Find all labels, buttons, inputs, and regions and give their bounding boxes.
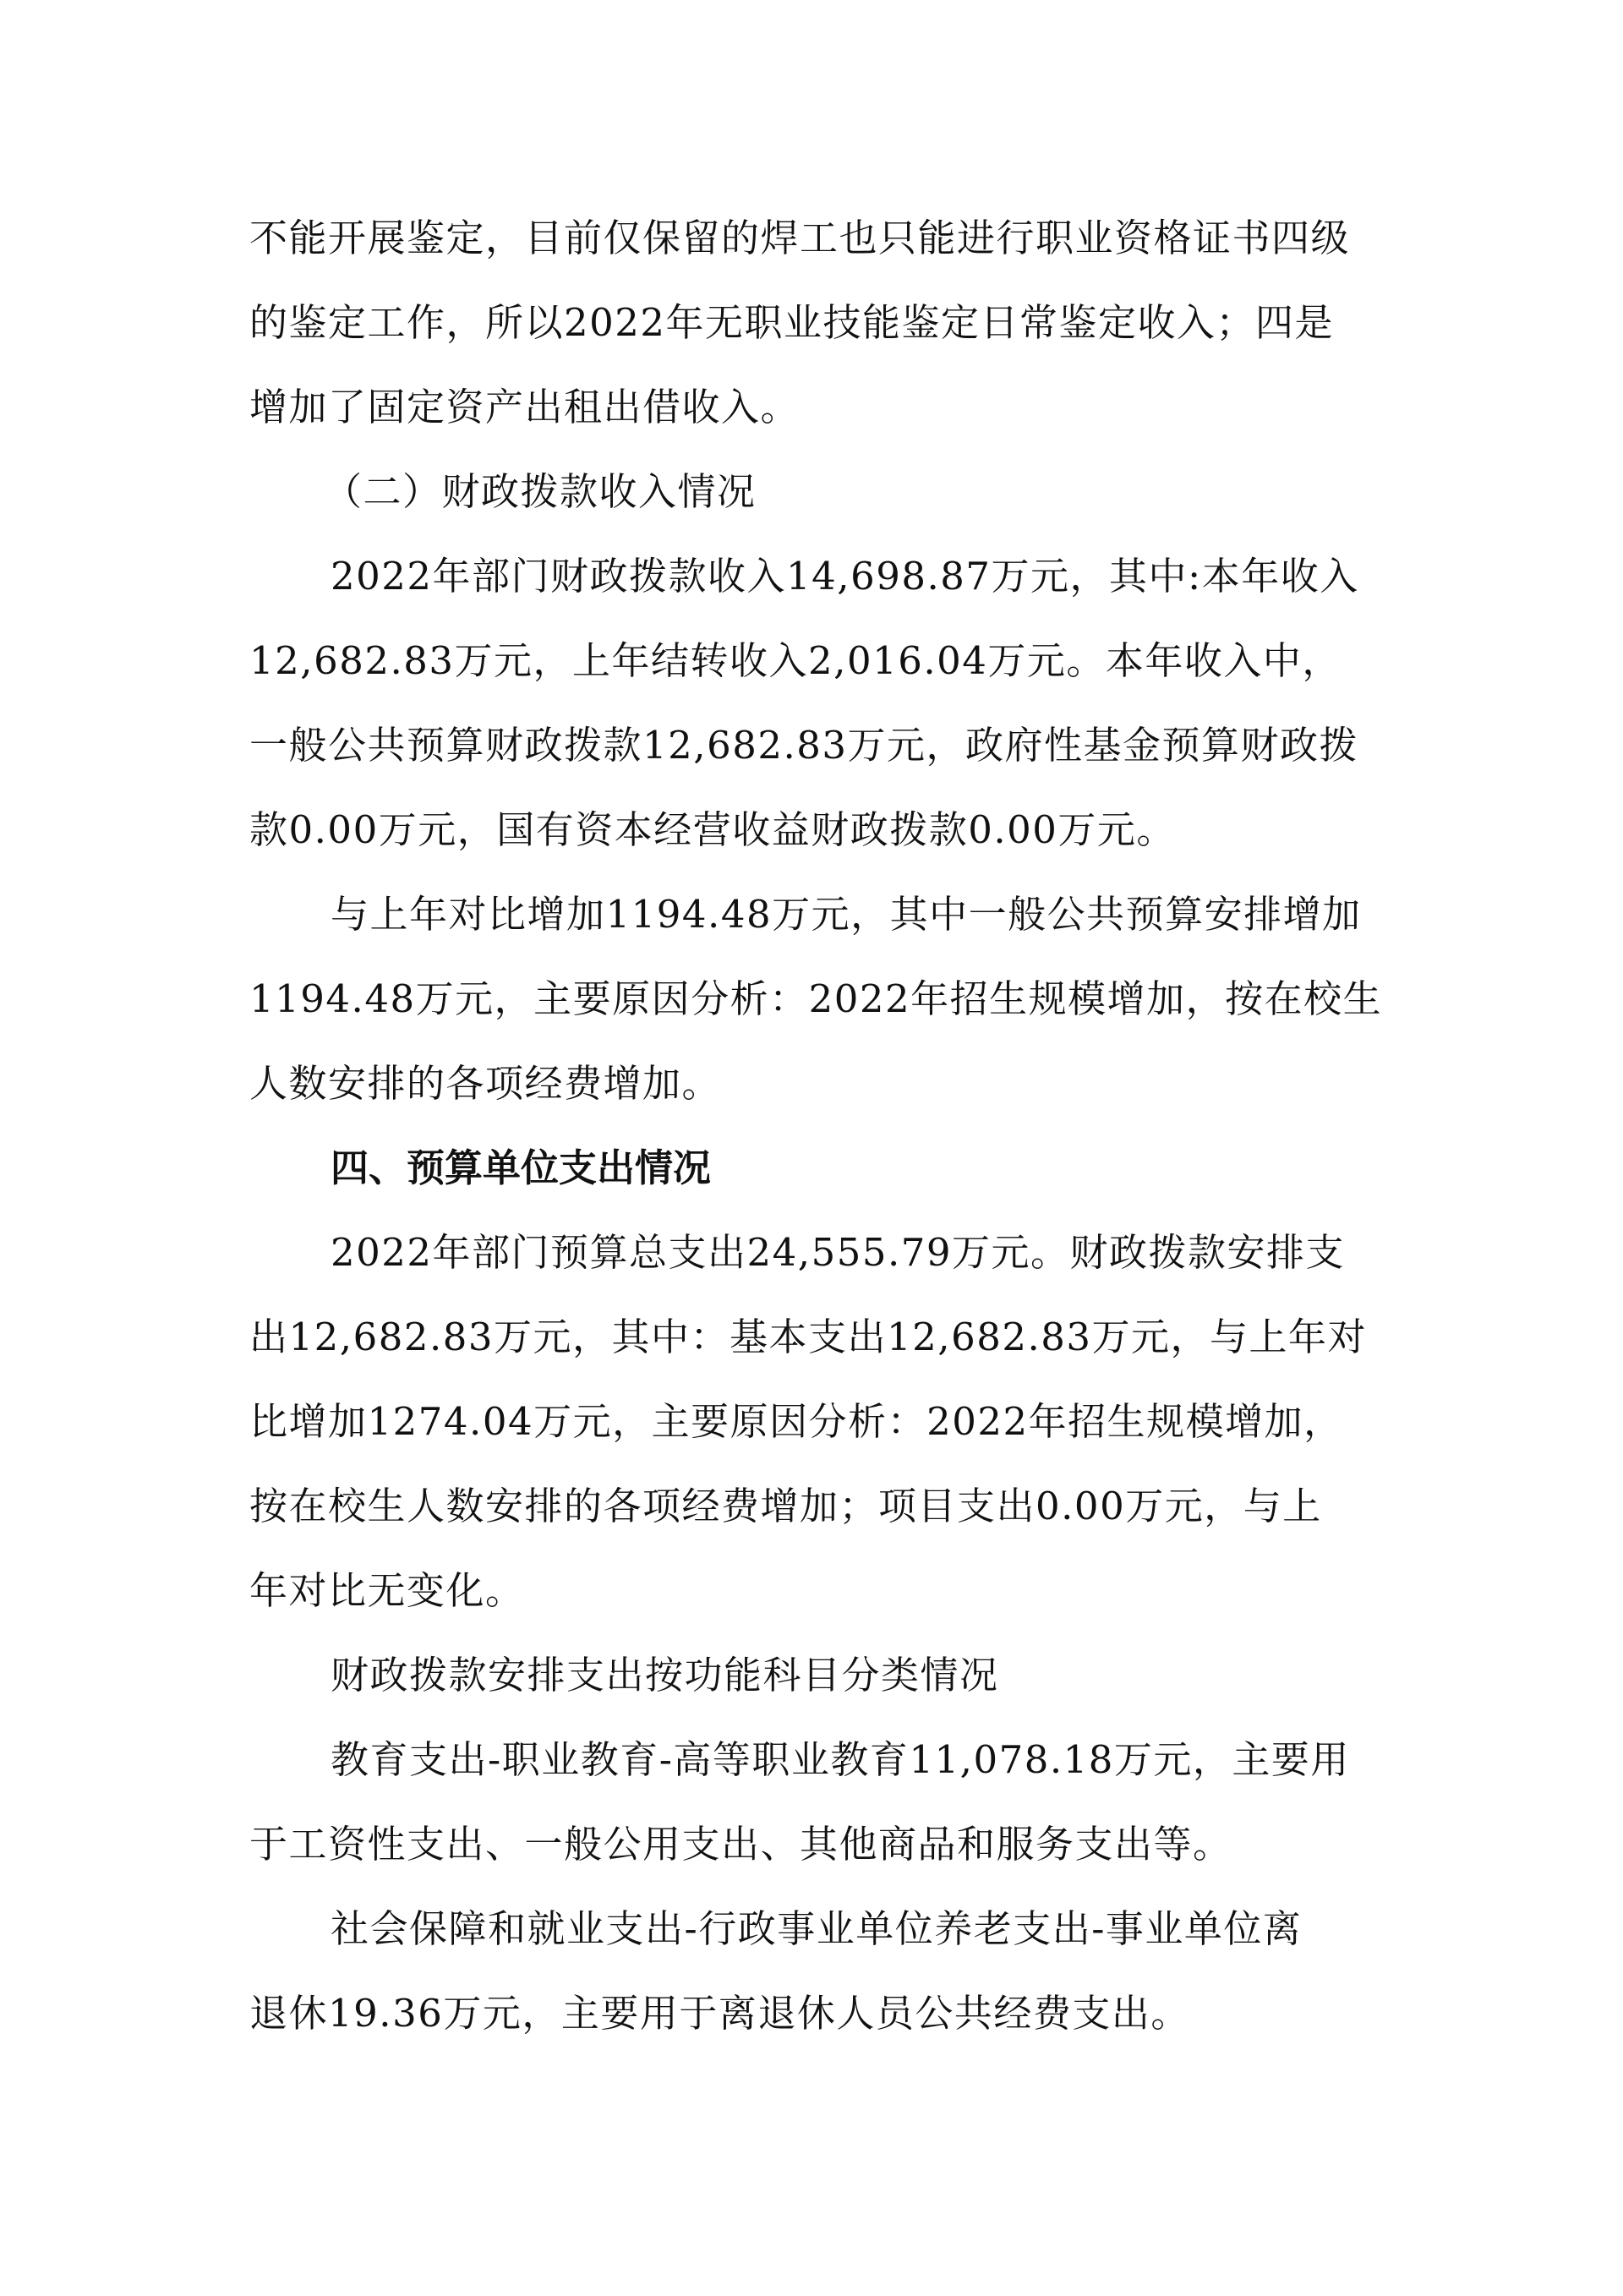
paragraph-line: 款0.00万元，国有资本经营收益财政拨款0.00万元。 bbox=[249, 807, 1176, 852]
subheading-fiscal-income: （二）财政拨款收入情况 bbox=[324, 469, 757, 514]
paragraph-line: 退休19.36万元，主要用于离退休人员公共经费支出。 bbox=[249, 1991, 1190, 2036]
paragraph-line: 比增加1274.04万元，主要原因分析：2022年招生规模增加， bbox=[249, 1399, 1343, 1444]
paragraph-line: 按在校生人数安排的各项经费增加；项目支出0.00万元，与上 bbox=[249, 1484, 1322, 1528]
paragraph-line: 教育支出-职业教育-高等职业教育11,078.18万元，主要用 bbox=[331, 1737, 1350, 1782]
paragraph-line: 与上年对比增加1194.48万元，其中一般公共预算安排增加 bbox=[331, 892, 1362, 937]
paragraph-line: 年对比无变化。 bbox=[249, 1568, 525, 1613]
section-heading-expenditure: 四、预算单位支出情况 bbox=[331, 1145, 712, 1190]
paragraph-line: 2022年部门预算总支出24,555.79万元。财政拨款安排支 bbox=[331, 1230, 1346, 1275]
paragraph-line: 的鉴定工作，所以2022年无职业技能鉴定日常鉴定收入；四是 bbox=[249, 300, 1335, 345]
paragraph-line: 2022年部门财政拨款收入14,698.87万元，其中:本年收入 bbox=[331, 554, 1359, 599]
paragraph-line: 出12,682.83万元，其中：基本支出12,682.83万元，与上年对 bbox=[249, 1315, 1368, 1359]
paragraph-line: 社会保障和就业支出-行政事业单位养老支出-事业单位离 bbox=[331, 1906, 1303, 1951]
paragraph-line: 一般公共预算财政拨款12,682.83万元，政府性基金预算财政拨 bbox=[249, 723, 1359, 768]
paragraph-line: 1194.48万元，主要原因分析：2022年招生规模增加，按在校生 bbox=[249, 976, 1383, 1021]
function-classification-label: 财政拨款安排支出按功能科目分类情况 bbox=[331, 1653, 999, 1697]
document-body bbox=[249, 209, 1386, 2069]
paragraph-line: 人数安排的各项经费增加。 bbox=[249, 1061, 722, 1106]
paragraph-line: 于工资性支出、一般公用支出、其他商品和服务支出等。 bbox=[249, 1822, 1232, 1867]
paragraph-line: 不能开展鉴定，目前仅保留的焊工也只能进行职业资格证书四级 bbox=[249, 216, 1351, 260]
paragraph-line: 12,682.83万元，上年结转收入2,016.04万元。本年收入中， bbox=[249, 638, 1342, 683]
paragraph-line: 增加了固定资产出租出借收入。 bbox=[249, 385, 801, 429]
